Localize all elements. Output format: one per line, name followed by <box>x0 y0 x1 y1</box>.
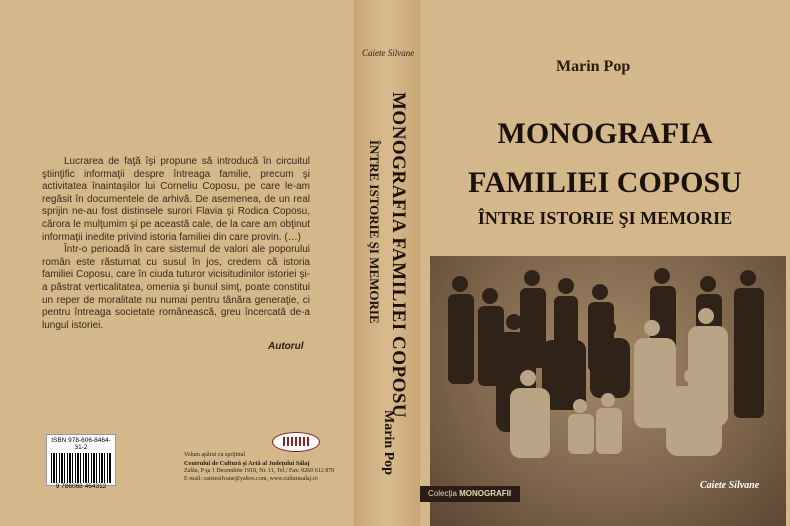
publisher-line-2: Centrului de Cultură şi Artă al Judeţului Sălaj <box>184 459 310 467</box>
front-title-line-2: FAMILIEI COPOSU <box>468 166 742 199</box>
publisher-line-3: Zalău, P-ţa 1 Decembrie 1918, Nr. 11, Tel./ Fax: 0260 612 870 <box>184 468 335 474</box>
spine-title: MONOGRAFIA FAMILIEI COPOSU <box>388 92 409 419</box>
back-paragraph-1: Lucrarea de faţă îşi propune să introducă în circuitul ştiinţific informaţii despre întreaga familie, precum şi activitatea înaintaşilor lui Corneliu Coposu, pe care le-am regăsit în documentele de arhivă. De asemenea, de un real sprijin ne-au fost distinsele surori Flavia şi Rodica Coposu, cărora le mulţumim şi pe această cale, de la care am obţinut informaţii inedite privind istoria familiei din care provin. (…) <box>42 156 310 243</box>
front-author: Marin Pop <box>556 58 631 75</box>
spine-logo: Caiete Silvane <box>362 48 415 58</box>
isbn-label: ISBN 978-606-8464-31-2 <box>51 437 111 451</box>
publisher-line-4: E-mail: caietesilvane@yahoo.com, www.culturasalaj.ro <box>184 475 318 482</box>
spine-author: Marin Pop <box>381 410 396 475</box>
collection-label: Colecţia MONOGRAFII <box>420 486 520 502</box>
author-signature: Autorul <box>268 341 304 352</box>
publisher-logo <box>272 432 320 452</box>
publisher-info <box>184 452 354 483</box>
barcode-bars <box>51 453 111 483</box>
publisher-line-1: Volum apărut cu sprijinul <box>184 452 246 458</box>
front-title-line-1: MONOGRAFIA <box>497 117 713 150</box>
barcode <box>46 434 116 490</box>
back-cover-text <box>42 156 310 332</box>
back-paragraph-2: Într-o perioadă în care sistemul de valori ale poporului român este răsturnat cu susul în jos, credem că istoria familiei Coposu, care în ciuda tuturor vicisitudinilor istoriei şi-a păstrat verticalitatea, omenia şi bunul simţ, poate constitui un reper de moralitate nu numai pentru tânăra generaţie, ci pentru întreaga societate românească, greu încercată de-a lungul istoriei. <box>42 244 310 331</box>
barcode-number: 9 786068 464312 <box>55 483 107 490</box>
spine-subtitle: ÎNTRE ISTORIE ŞI MEMORIE <box>367 140 382 324</box>
front-logo: Caiete Silvane <box>700 480 760 491</box>
front-subtitle: ÎNTRE ISTORIE ŞI MEMORIE <box>477 208 733 228</box>
